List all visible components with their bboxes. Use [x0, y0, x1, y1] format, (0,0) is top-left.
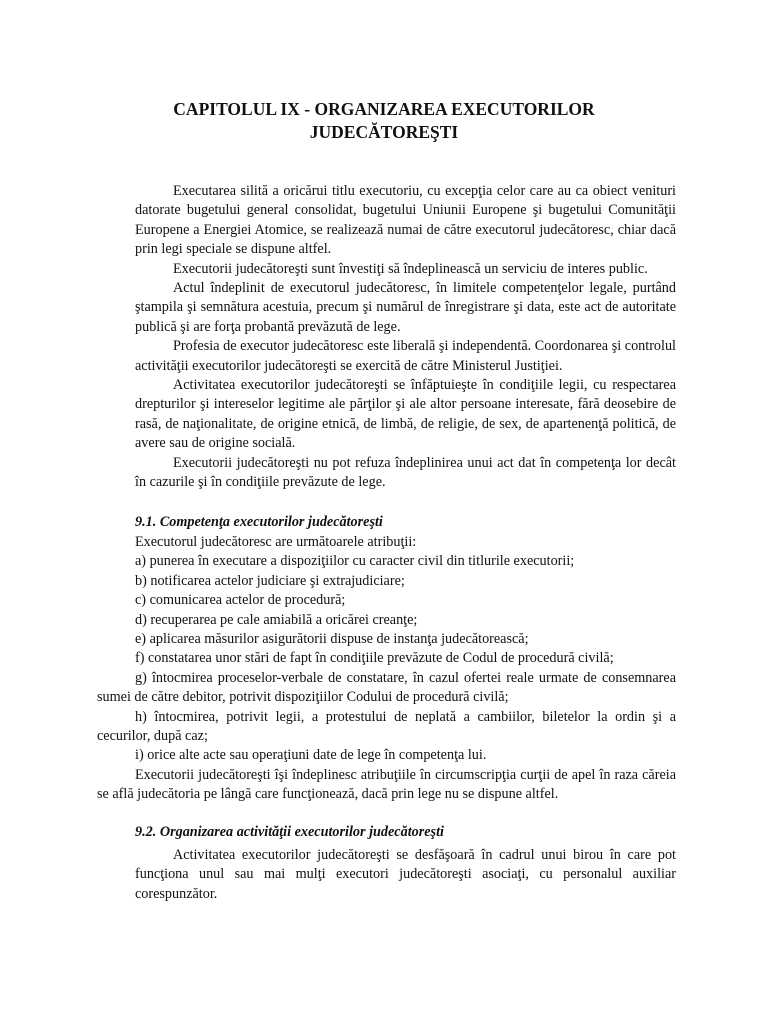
list-item: e) aplicarea măsurilor asigurătorii dispuse de instanţa judecătorească; — [135, 631, 529, 648]
paragraph: Profesia de executor judecătoresc este liberală şi independentă. Coordonarea şi controlul activităţii executorilor judecătoreşti se exercită de către Ministerul Justiţiei. — [135, 338, 676, 374]
list-item: h) întocmirea, potrivit legii, a protestului de neplată a cambiilor, biletelor la ordin şi a cecurilor, după caz; — [97, 708, 676, 745]
section-9-1-body — [97, 533, 676, 805]
paragraph: Actul îndeplinit de executorul judecătoresc, în limitele competenţelor legale, purtând ştampila şi semnătura acestuia, precum şi numărul de înregistrare şi data, este act de autoritate publică şi are forţa probantă prevăzută de lege. — [135, 280, 676, 335]
list-item: d) recuperarea pe cale amiabilă a oricărei creanţe; — [135, 611, 418, 628]
list-item: a) punerea în executare a dispoziţiilor cu caracter civil din titlurile executorii; — [135, 553, 575, 570]
list-item: c) comunicarea actelor de procedură; — [135, 592, 346, 609]
section-heading-9-1: 9.1. Competenţa executorilor judecătoreşti — [135, 514, 383, 530]
list-lead: Executorul judecătoresc are următoarele atribuţii: — [135, 534, 417, 550]
chapter-title-line-2: JUDECĂTOREŞTI — [309, 122, 459, 142]
paragraph: Executorii judecătoreşti nu pot refuza îndeplinirea unui act dat în competenţa lor decât în cazurile şi în condiţiile prevăzute de lege. — [135, 454, 676, 491]
paragraph: Activitatea executorilor judecătoreşti se desfăşoară în cadrul unui birou în care pot funcţiona unul sau mai mulţi executori judecătoreşti asociaţi, cu personalul auxiliar corespunzător. — [135, 847, 676, 902]
list-item: g) întocmirea proceselor-verbale de constatare, în cazul ofertei reale urmate de consemnarea sumei de către debitor, potrivit dispoziţiilor Codului de procedură civilă; — [97, 669, 676, 706]
section-9-2-body — [135, 846, 676, 904]
list-item: b) notificarea actelor judiciare şi extrajudiciare; — [135, 572, 405, 589]
paragraph: Executorii judecătoreşti sunt învestiţi să îndeplinească un serviciu de interes public. — [173, 260, 648, 277]
closing-paragraph: Executorii judecătoreşti îşi îndeplinesc atribuţiile în circumscripţia curţii de apel în raza căreia se află judecătoria pe lângă care funcţionează, dacă prin lege nu se dispune altfel. — [97, 766, 676, 803]
paragraph: Executarea silită a oricărui titlu executoriu, cu excepţia celor care au ca obiect venituri datorate bugetului general consolidat, bugetului Uniunii Europene şi bugetului Comunităţii Europene a Energiei Atomice, se realizează numai de către executorul judecătoresc, chiar dacă prin legi speciale se dispune altfel. — [135, 183, 676, 258]
list-item: i) orice alte acte sau operaţiuni date de lege în competenţa lui. — [135, 747, 487, 764]
list-item: f) constatarea unor stări de fapt în condiţiile prevăzute de Codul de procedură civilă; — [135, 650, 614, 667]
chapter-title-line-1: CAPITOLUL IX - ORGANIZAREA EXECUTORILOR — [173, 99, 595, 119]
intro-section — [135, 182, 676, 493]
section-heading-9-2: 9.2. Organizarea activităţii executorilor judecătoreşti — [135, 824, 444, 840]
paragraph: Activitatea executorilor judecătoreşti se înfăptuieşte în condiţiile legii, cu respectarea drepturilor şi intereselor legitime ale părţilor şi ale altor persoane interesate, fără deosebire de rasă, de naţionalitate, de origine etnică, de limbă, de religie, de sex, de apartenenţă politică, de avere sau de origine socială. — [135, 377, 676, 452]
chapter-title — [90, 98, 678, 144]
